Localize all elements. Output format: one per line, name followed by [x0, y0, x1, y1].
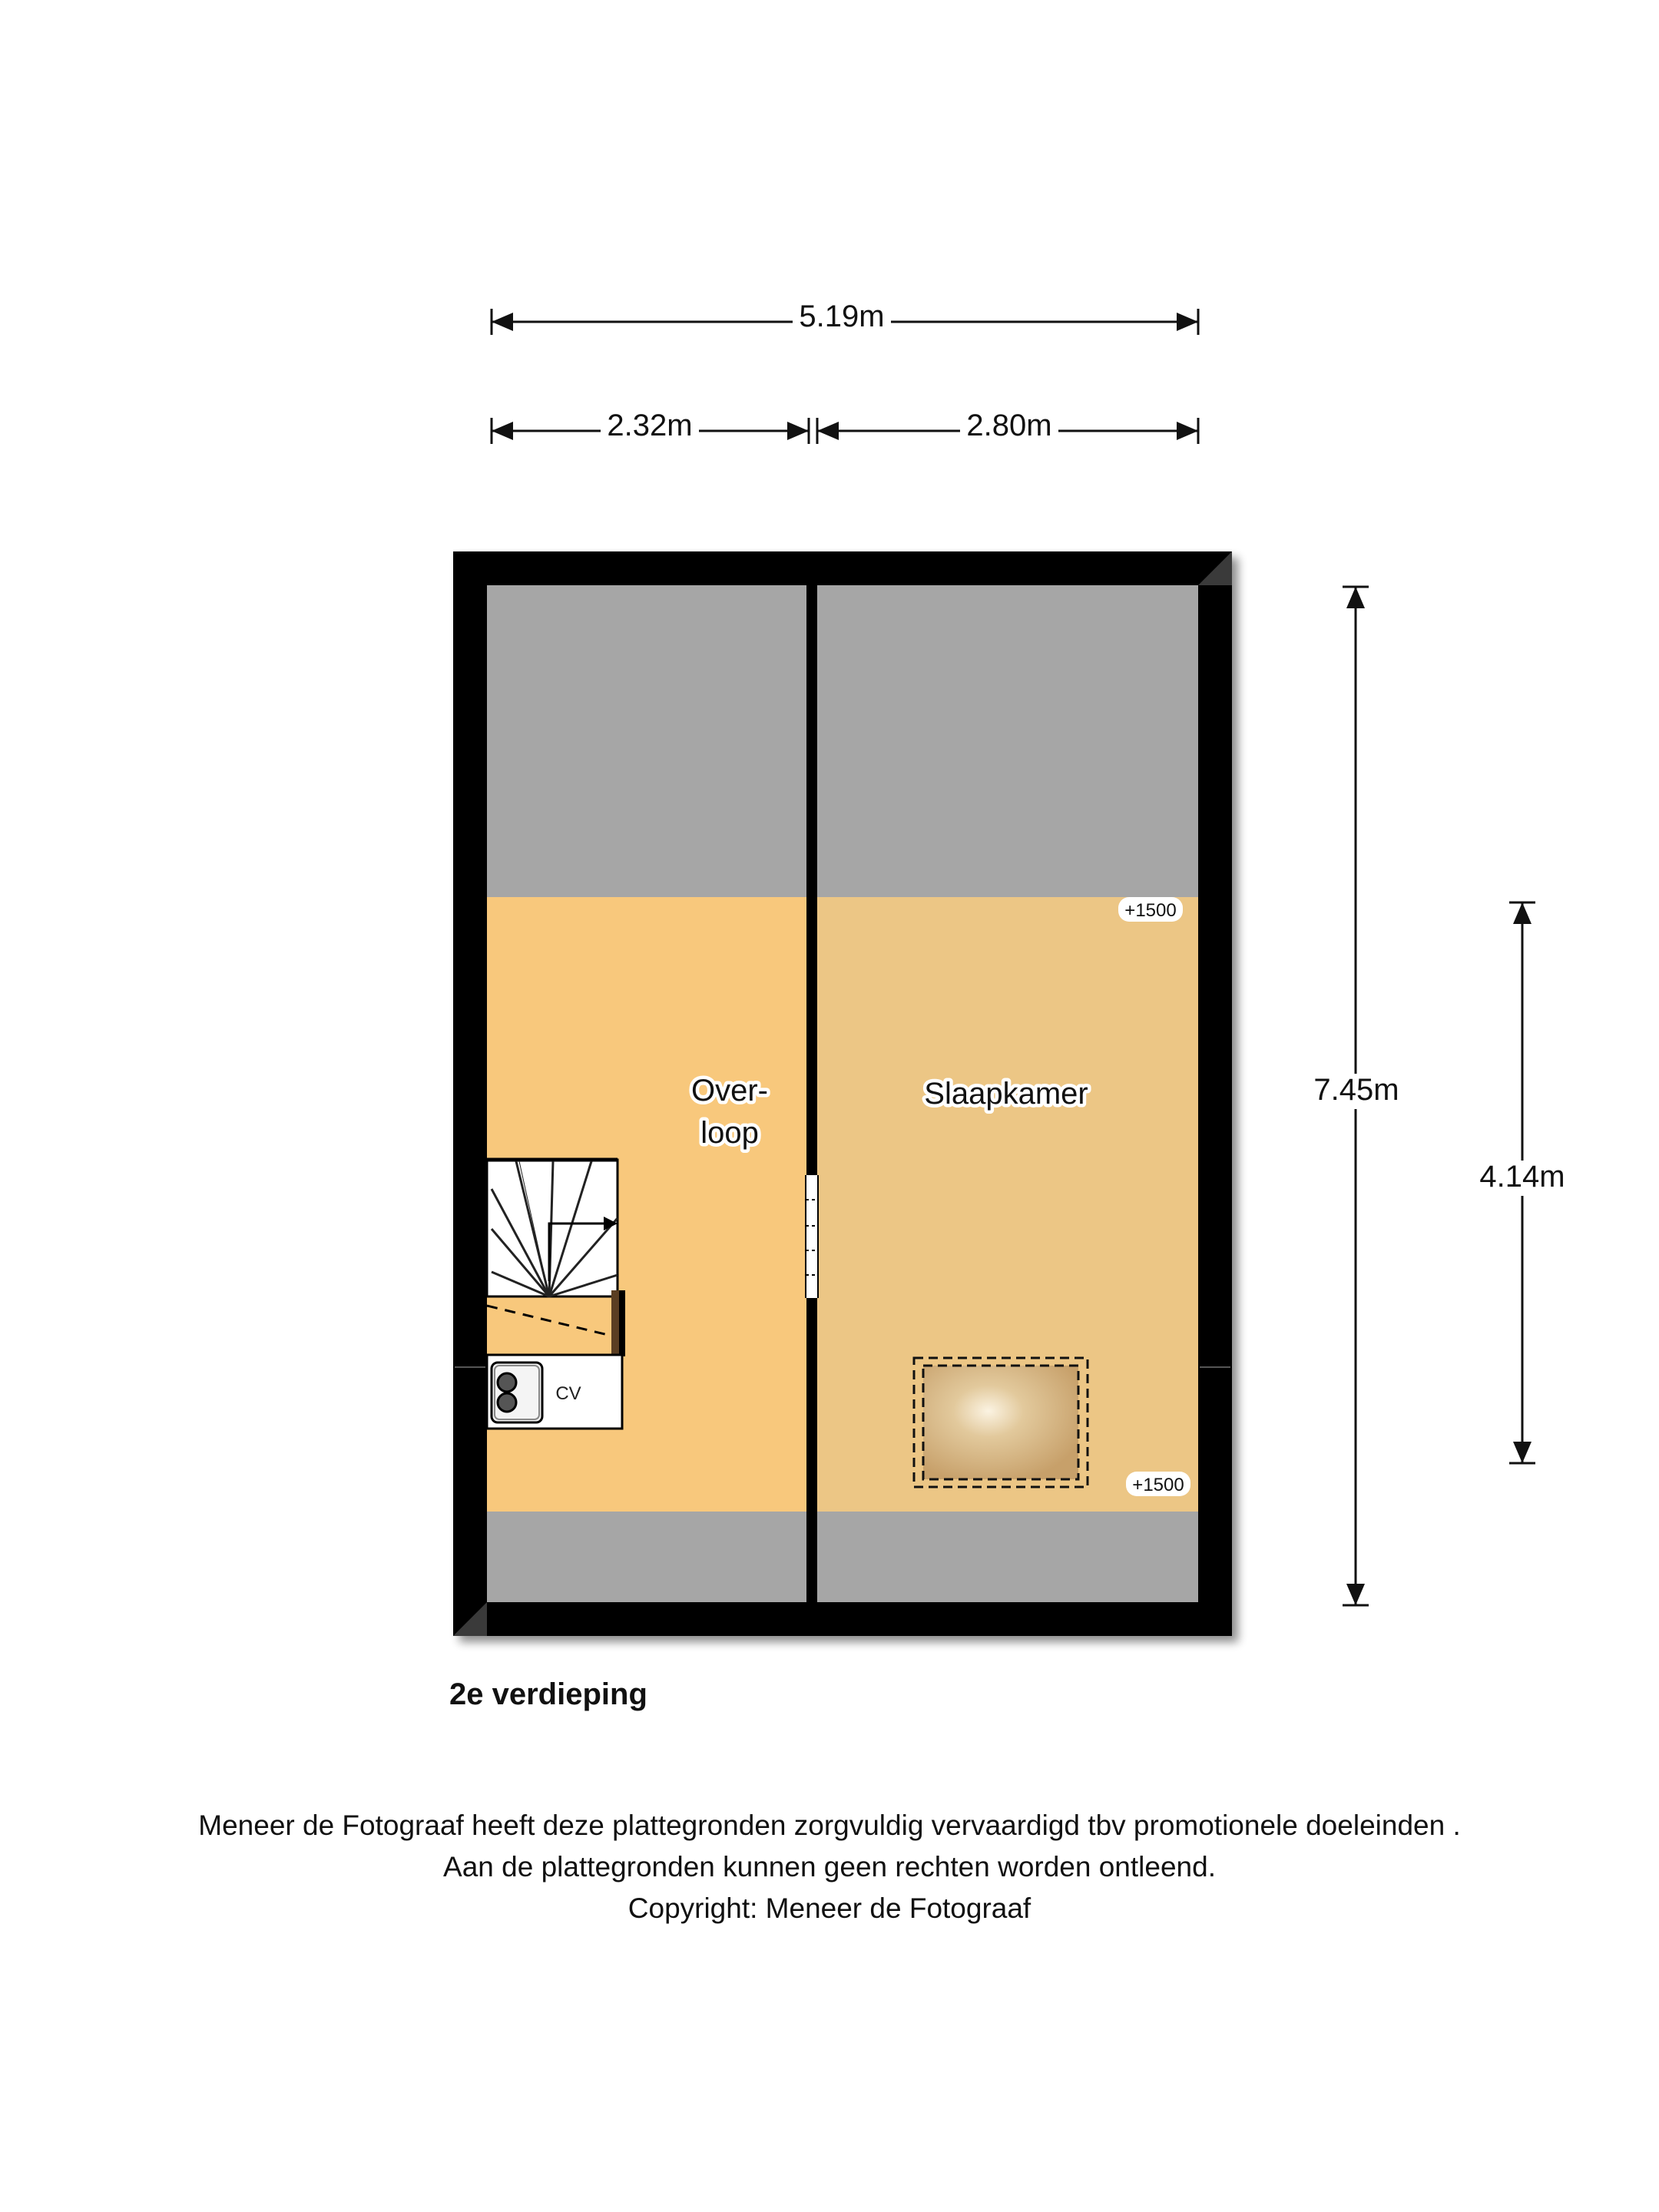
skylight [914, 1358, 1088, 1487]
attic-area-right-top [817, 585, 1198, 897]
attic-area-left-top [487, 585, 810, 897]
room-label-overloop-line2: loop [700, 1116, 759, 1150]
footer-line-3: Copyright: Meneer de Fotograaf [628, 1892, 1031, 1924]
attic-area-left-bottom [487, 1512, 810, 1602]
height-marker-bottom [1126, 1472, 1190, 1496]
height-label-top: +1500 [1124, 900, 1177, 921]
floor-label: 2e verdieping [449, 1677, 647, 1711]
footer-line-1: Meneer de Fotograaf heeft deze plattegronden zorgvuldig vervaardigd tbv promotionele doeleinden . [198, 1810, 1461, 1841]
partition-wall [806, 585, 817, 1602]
dim-label-left-width: 2.32m [607, 409, 693, 442]
footer-disclaimer [0, 1805, 1659, 1929]
cv-dial-top-icon [498, 1373, 516, 1392]
door-opening [805, 1175, 819, 1298]
dim-label-total-depth: 7.45m [1313, 1073, 1399, 1107]
dimension-total-width [492, 300, 1198, 336]
dimension-total-depth [1306, 587, 1406, 1605]
cv-label: CV [555, 1383, 581, 1404]
dimension-left-width [492, 409, 809, 445]
dim-label-room-depth: 4.14m [1479, 1160, 1565, 1194]
dim-label-total-width: 5.19m [799, 300, 885, 333]
room-label-overloop-line1: Over- [691, 1074, 768, 1108]
cv-dial-bottom-icon [498, 1393, 516, 1412]
room-label-slaapkamer: Slaapkamer [924, 1077, 1088, 1111]
dimension-room-depth [1472, 902, 1572, 1463]
height-label-bottom: +1500 [1132, 1475, 1184, 1495]
height-marker-top [1118, 897, 1183, 922]
dim-label-right-width: 2.80m [966, 409, 1052, 442]
footer-line-2: Aan de plattegronden kunnen geen rechten worden ontleend. [443, 1851, 1216, 1883]
cv-boiler [487, 1355, 622, 1429]
dimension-right-width [817, 409, 1198, 445]
attic-area-right-bottom [817, 1512, 1198, 1602]
